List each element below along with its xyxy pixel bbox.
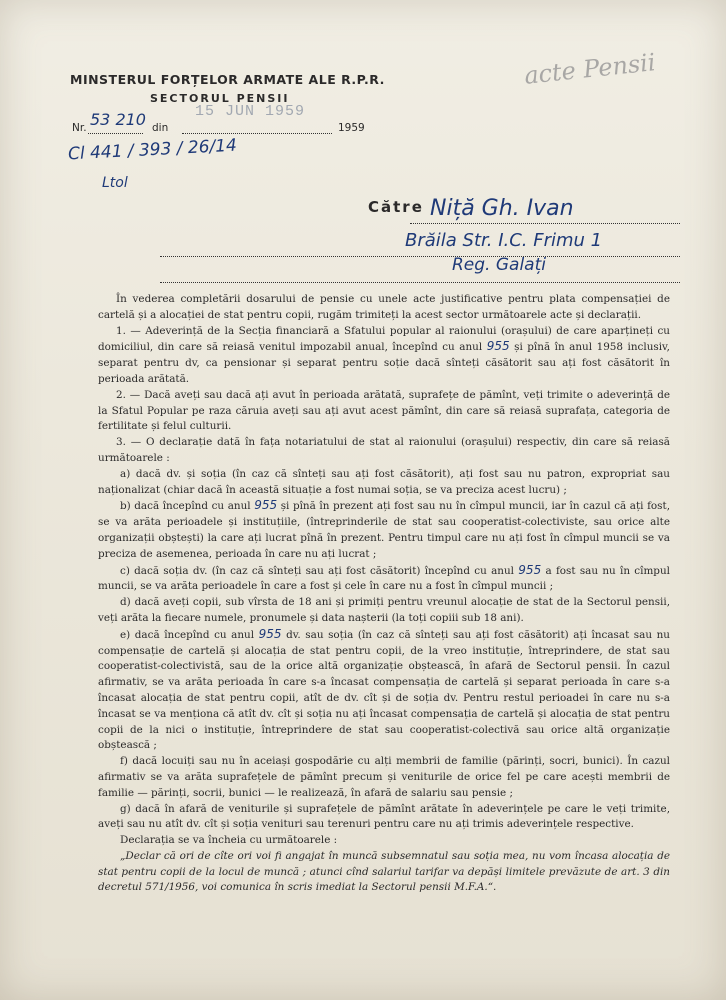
recipient-name: Niță Gh. Ivan — [430, 196, 574, 221]
recipient-region: Reg. Galați — [452, 255, 546, 275]
recipient-line-2 — [160, 256, 680, 257]
item-3b — [98, 498, 670, 562]
ministry-heading: MINSTERUL FORȚELOR ARMATE ALE R.P.R. — [70, 72, 385, 87]
item-3c — [98, 563, 670, 596]
nr-dotted-line — [88, 133, 143, 134]
closing-line: Declarația se va încheia cu următoarele : — [120, 834, 338, 847]
item-3c-text: c) dacă soția dv. (în caz că sînteți sau ați fost căsătorit) începînd cu anul — [120, 564, 515, 577]
din-label: din — [152, 122, 169, 134]
date-dotted-line — [182, 133, 332, 134]
item-3b-year: 955 — [254, 498, 278, 513]
pencil-annotation: acte Pensii — [523, 48, 658, 90]
recipient-line-3 — [160, 282, 680, 283]
handwritten-reference: Cl 441 / 393 / 26/14 — [67, 135, 238, 165]
year-label: 1959 — [338, 122, 365, 134]
item-1-year: 955 — [486, 339, 510, 354]
recipient-address: Brăila Str. I.C. Frimu 1 — [405, 230, 603, 251]
date-stamp: 15 JUN 1959 — [195, 103, 306, 120]
item-1-rest: și pînă în anul 1958 inclusiv, separat pentru dv, ca pensionar și separat pentru soție dacă sînteți căsătorit sau ați fost căsătorit în perioada arătată. — [98, 341, 670, 385]
item-1-text: 1. — Adeverință de la Secția financiară a Sfatului popular al raionului (orașului) de care aparțineți cu domiciliul, din care să reiasă venitul impozabil anual, începînd cu anul — [98, 324, 670, 354]
catre-heading: Către — [368, 198, 424, 216]
sector-heading: SECTORUL PENSII — [150, 92, 290, 105]
item-3d: d) dacă aveți copii, sub vîrsta de 18 ani și primiți pentru vreunul alocație de stat de la Sectorul pensii, veți arăta la fiecare numele, pronumele și data nașterii (la toți copiii sub 18 ani). — [98, 596, 670, 624]
intro-paragraph: În vederea completării dosarului de pensie cu unele acte justificative pentru plata compensației de cartelă și a alocației de stat pentru copii, rugăm trimiteți la acest sector următoarele acte și declarații. — [98, 293, 670, 321]
item-3e — [98, 627, 670, 754]
handwritten-initials: Ltol — [102, 175, 128, 191]
letter-body — [98, 292, 670, 896]
registration-number: 53 210 — [90, 110, 146, 129]
item-1 — [98, 324, 670, 388]
item-3c-year: 955 — [518, 562, 542, 577]
recipient-line-1 — [410, 223, 680, 224]
declaration-quote: „Declar că ori de cîte ori voi fi angajat în muncă subsemnatul sau soția mea, nu vom încasa alocația de stat pentru copii de la locul de muncă ; atunci cînd salariul tarifar va depăși limitele prevăzute de art. 3 din decretul 571/1956, voi comunica în scris imediat la Sectorul pensii M.F.A.“. — [98, 849, 670, 894]
item-3c-rest: a fost sau nu în cîmpul muncii, se va arăta perioadele în care a fost și cele în care nu a fost în cîmpul muncii ; — [98, 564, 670, 593]
item-3e-rest: dv. sau soția (în caz că sînteți sau ați fost căsătorit) ați încasat sau nu compensație de cartelă și alocația de stat pentru copii, de la vreo instituție, întreprindere, de stat sau cooperatist-colectivistă, sau de la orice altă organizație obștească, în afară de Sectorul pensii. În cazul afirmativ, se va arăta perioada în care s-a încasat compensația de cartelă și separat perioada în care s-a încasat alocația de stat pentru copii, atît de dv. cît și de soția dv. Pentru restul perioadei în care nu s-a încasat se va menționa că atît dv. cît și soția nu ați încasat compensația de cartelă și alocația de stat pentru copii de la nici o instituție, întreprindere de stat sau cooperatist-colectivă sau orice altă organizație obștească ; — [98, 628, 670, 752]
item-3b-rest: și pînă în prezent ați fost sau nu în cîmpul muncii, iar în cazul că ați fost, se va arăta perioadele și instituțiile, (întreprinderile de stat sau cooperatist-colectiviste, sau orice alte organizații obștești) la care ați lucrat pînă în prezent. Pentru timpul care nu ați fost în cîmpul muncii se va preciza de asemenea, perioada în care nu ați lucrat ; — [98, 500, 670, 560]
item-3g: g) dacă în afară de veniturile și suprafețele de pămînt arătate în adeverințele pe care le veți trimite, aveți sau nu atît dv. cît și soția venituri sau terenuri pentru care nu ați trimis adeverințele respective. — [98, 802, 670, 831]
item-3: 3. — O declarație dată în fața notariatului de stat al raionului (orașului) respectiv, din care să reiasă următoarele : — [98, 436, 670, 464]
item-3f: f) dacă locuiți sau nu în aceiași gospodărie cu alți membrii de familie (părinți, socri, bunici). În cazul afirmativ se va arăta suprafețele de pămînt precum și veniturile de orice fel pe care acești membrii de familie — părinți, socrii, bunici — le realizează, în afară de salariu sau pensie ; — [98, 755, 670, 799]
item-3b-text: b) dacă începînd cu anul — [120, 500, 251, 513]
item-3e-year: 955 — [258, 626, 282, 641]
item-3a: a) dacă dv. și soția (în caz că sînteți sau ați fost căsătorit), ați fost sau nu patron, expropriat sau naționalizat (chiar dacă în această situație a fost numai soția, se va preciza acest lucru) ; — [98, 467, 670, 496]
item-2: 2. — Dacă aveți sau dacă ați avut în perioada arătată, suprafețe de pămînt, veți trimite o adeverință de la Sfatul Popular pe raza căruia aveți sau ați avut acest pămînt, din care să reiasă suprafața, categoria de fertilitate și felul culturii. — [98, 388, 670, 433]
nr-label: Nr. — [72, 122, 87, 134]
item-3e-text: e) dacă începînd cu anul — [120, 628, 255, 641]
